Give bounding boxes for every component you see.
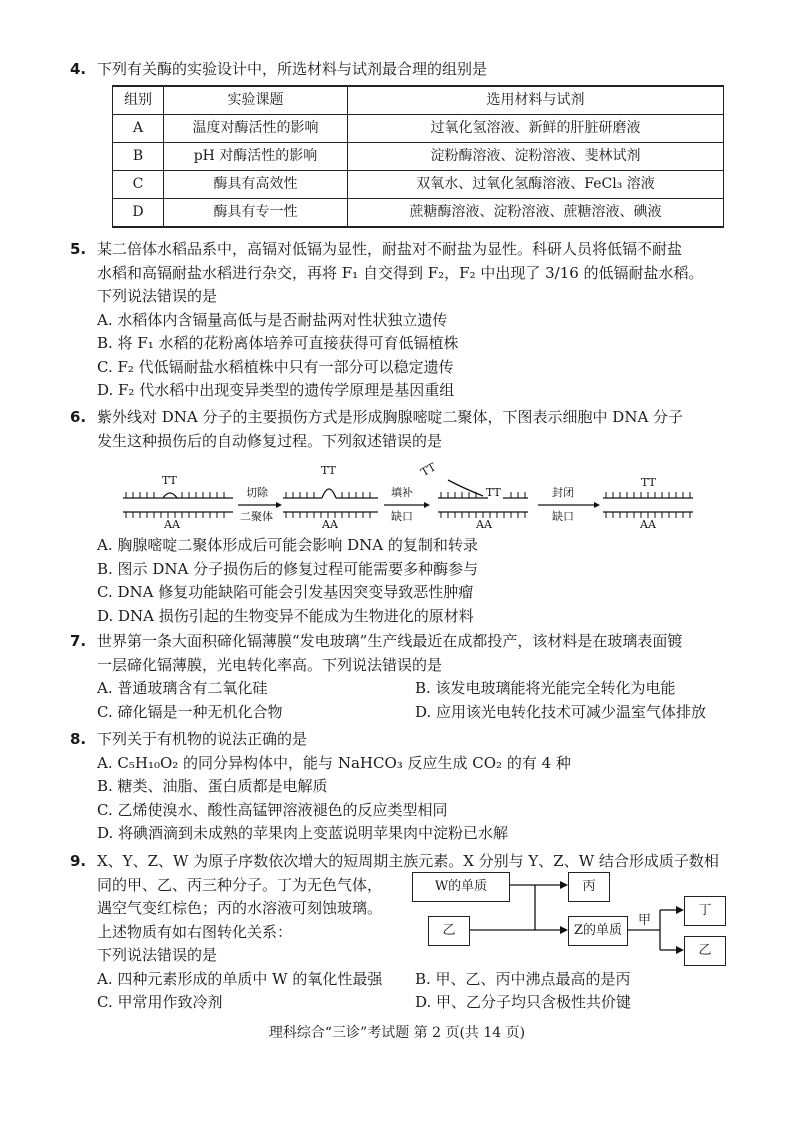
option-d: D. F₂ 代水稻中出现变异类型的遗传学原理是基因重组 — [97, 381, 455, 399]
question-stem-line: 水稻和高镉耐盐水稻进行杂交，再将 F₁ 自交得到 F₂，F₂ 中出现了 3/16 的低镉耐盐水稻。 — [97, 263, 704, 282]
table-cell: pH 对酶活性的影响 — [164, 143, 348, 171]
table-header-cell: 选用材料与试剂 — [348, 86, 724, 115]
table-cell: A — [113, 115, 164, 143]
option-d: D. 应用该光电转化技术可减少温室气体排放 — [415, 702, 707, 721]
question-number: 8. — [70, 730, 87, 748]
option-a: A. 普通玻璃含有二氧化硅 — [97, 679, 268, 697]
table-row — [113, 143, 724, 171]
table-cell: C — [113, 171, 164, 199]
table-cell: 蔗糖酶溶液、淀粉溶液、蔗糖溶液、碘液 — [348, 199, 724, 228]
enzyme-experiment-table — [112, 85, 724, 228]
question-stem-line: 发生这种损伤后的自动修复过程。下列叙述错误的是 — [97, 431, 443, 450]
question-number: 6. — [70, 408, 87, 426]
jia-label: 甲 — [638, 913, 652, 928]
option-a: A. 胸腺嘧啶二聚体形成后可能会影响 DNA 的复制和转录 — [97, 536, 478, 554]
option-a: A. 水稻体内含镉量高低与是否耐盐两对性状独立遗传 — [97, 310, 448, 329]
table-header-cell: 组别 — [113, 86, 164, 115]
table-row — [113, 115, 724, 143]
option-a: A. 四种元素形成的单质中 W 的氧化性最强 — [97, 969, 383, 988]
option-c: C. 碲化镉是一种无机化合物 — [97, 702, 283, 721]
aa-label: AA — [164, 518, 180, 531]
tt-label: TT — [162, 474, 177, 487]
question-stem-line: 遇空气变红棕色；丙的水溶液可刻蚀玻璃。 — [97, 899, 383, 917]
question-stem-line: 某二倍体水稻品系中，高镉对低镉为显性，耐盐对不耐盐为显性。科研人员将低镉不耐盐 — [97, 240, 683, 258]
yi-output-box: 乙 — [684, 936, 726, 966]
table-cell: 淀粉酶溶液、淀粉溶液、斐林试剂 — [348, 143, 724, 171]
question-stem-line: 紫外线对 DNA 分子的主要损伤方式是形成胸腺嘧啶二聚体，下图表示细胞中 DNA 分子 — [97, 408, 684, 426]
table-cell: 酶具有专一性 — [164, 199, 348, 228]
question-6 — [70, 406, 735, 453]
question-7 — [70, 630, 735, 724]
tt-label: TT — [418, 460, 439, 480]
z-element-box: Z的单质 — [568, 916, 628, 946]
question-stem-line: 一层碲化镉薄膜，光电转化率高。下列说法错误的是 — [97, 655, 443, 674]
step-label: 二聚体 — [240, 510, 273, 523]
option-b: B. 糖类、油脂、蛋白质都是电解质 — [97, 777, 328, 795]
step-label: 缺口 — [391, 510, 413, 523]
aa-label: AA — [476, 518, 492, 531]
question-number: 4. — [70, 60, 87, 78]
question-stem-line: 同的甲、乙、丙三种分子。丁为无色气体， — [97, 875, 383, 894]
question-number: 5. — [70, 240, 87, 258]
table-cell: 双氧水、过氧化氢酶溶液、FeCl₃ 溶液 — [348, 171, 724, 199]
ding-box: 丁 — [684, 896, 726, 926]
table-cell: 酶具有高效性 — [164, 171, 348, 199]
option-b: B. 图示 DNA 分子损伤后的修复过程可能需要多种酶参与 — [97, 559, 479, 578]
step-label: 封闭 — [552, 486, 574, 499]
tt-label: TT — [486, 486, 501, 499]
option-a: A. C₅H₁₀O₂ 的同分异构体中，能与 NaHCO₃ 反应生成 CO₂ 的有 4 种 — [97, 753, 571, 772]
bing-box: 丙 — [568, 872, 610, 902]
table-cell: B — [113, 143, 164, 171]
step-label: 填补 — [391, 486, 413, 499]
yi-input-box: 乙 — [428, 916, 470, 946]
option-c: C. DNA 修复功能缺陷可能会引发基因突变导致恶性肿瘤 — [97, 583, 474, 601]
question-number: 9. — [70, 852, 87, 870]
table-row — [113, 171, 724, 199]
question-stem-line: 下列说法错误的是 — [97, 946, 218, 964]
tt-label: TT — [321, 464, 336, 477]
question-stem-line: 世界第一条大面积碲化镉薄膜“发电玻璃”生产线最近在成都投产，该材料是在玻璃表面镀 — [97, 632, 683, 650]
question-stem-line: 上述物质有如右图转化关系： — [97, 922, 293, 941]
question-stem: 下列有关酶的实验设计中，所选材料与试剂最合理的组别是 — [97, 60, 488, 78]
question-8 — [70, 728, 735, 846]
dna-repair-diagram — [118, 456, 698, 536]
tt-label: TT — [641, 476, 656, 489]
table-cell: 温度对酶活性的影响 — [164, 115, 348, 143]
question-4 — [70, 58, 735, 82]
option-d: D. 将碘酒滴到未成熟的苹果肉上变蓝说明苹果肉中淀粉已水解 — [97, 824, 509, 842]
table-header-row — [113, 86, 724, 115]
aa-label: AA — [322, 518, 338, 531]
page-footer: 理科综合“三诊”考试题 第 2 页(共 14 页) — [268, 1025, 526, 1041]
option-c: C. 甲常用作致冷剂 — [97, 993, 223, 1011]
option-c: C. F₂ 代低镉耐盐水稻植株中只有一部分可以稳定遗传 — [97, 357, 454, 376]
table-cell: D — [113, 199, 164, 228]
option-b: B. 该发电玻璃能将光能完全转化为电能 — [415, 679, 676, 697]
question-number: 7. — [70, 632, 87, 650]
option-c: C. 乙烯使溴水、酸性高锰钾溶液褪色的反应类型相同 — [97, 800, 448, 819]
option-d: D. DNA 损伤引起的生物变异不能成为生物进化的原材料 — [97, 606, 474, 625]
table-row — [113, 199, 724, 228]
option-b: B. 甲、乙、丙中沸点最高的是丙 — [415, 969, 631, 988]
step-label: 切除 — [246, 486, 268, 499]
question-stem: 下列关于有机物的说法正确的是 — [97, 730, 308, 748]
option-d: D. 甲、乙分子均只含极性共价键 — [415, 993, 632, 1011]
question-5 — [70, 238, 735, 403]
question-stem-line: X、Y、Z、W 为原子序数依次增大的短周期主族元素。X 分别与 Y、Z、W 结合形成质子数相 — [97, 852, 719, 870]
question-stem-line: 下列说法错误的是 — [97, 287, 218, 305]
option-b: B. 将 F₁ 水稻的花粉离体培养可直接获得可育低镉植株 — [97, 334, 459, 352]
table-header-cell: 实验课题 — [164, 86, 348, 115]
w-element-box: W的单质 — [412, 872, 510, 902]
question-6-options — [70, 534, 735, 628]
table-cell: 过氧化氢溶液、新鲜的肝脏研磨液 — [348, 115, 724, 143]
aa-label: AA — [640, 518, 656, 531]
step-label: 缺口 — [552, 510, 574, 523]
